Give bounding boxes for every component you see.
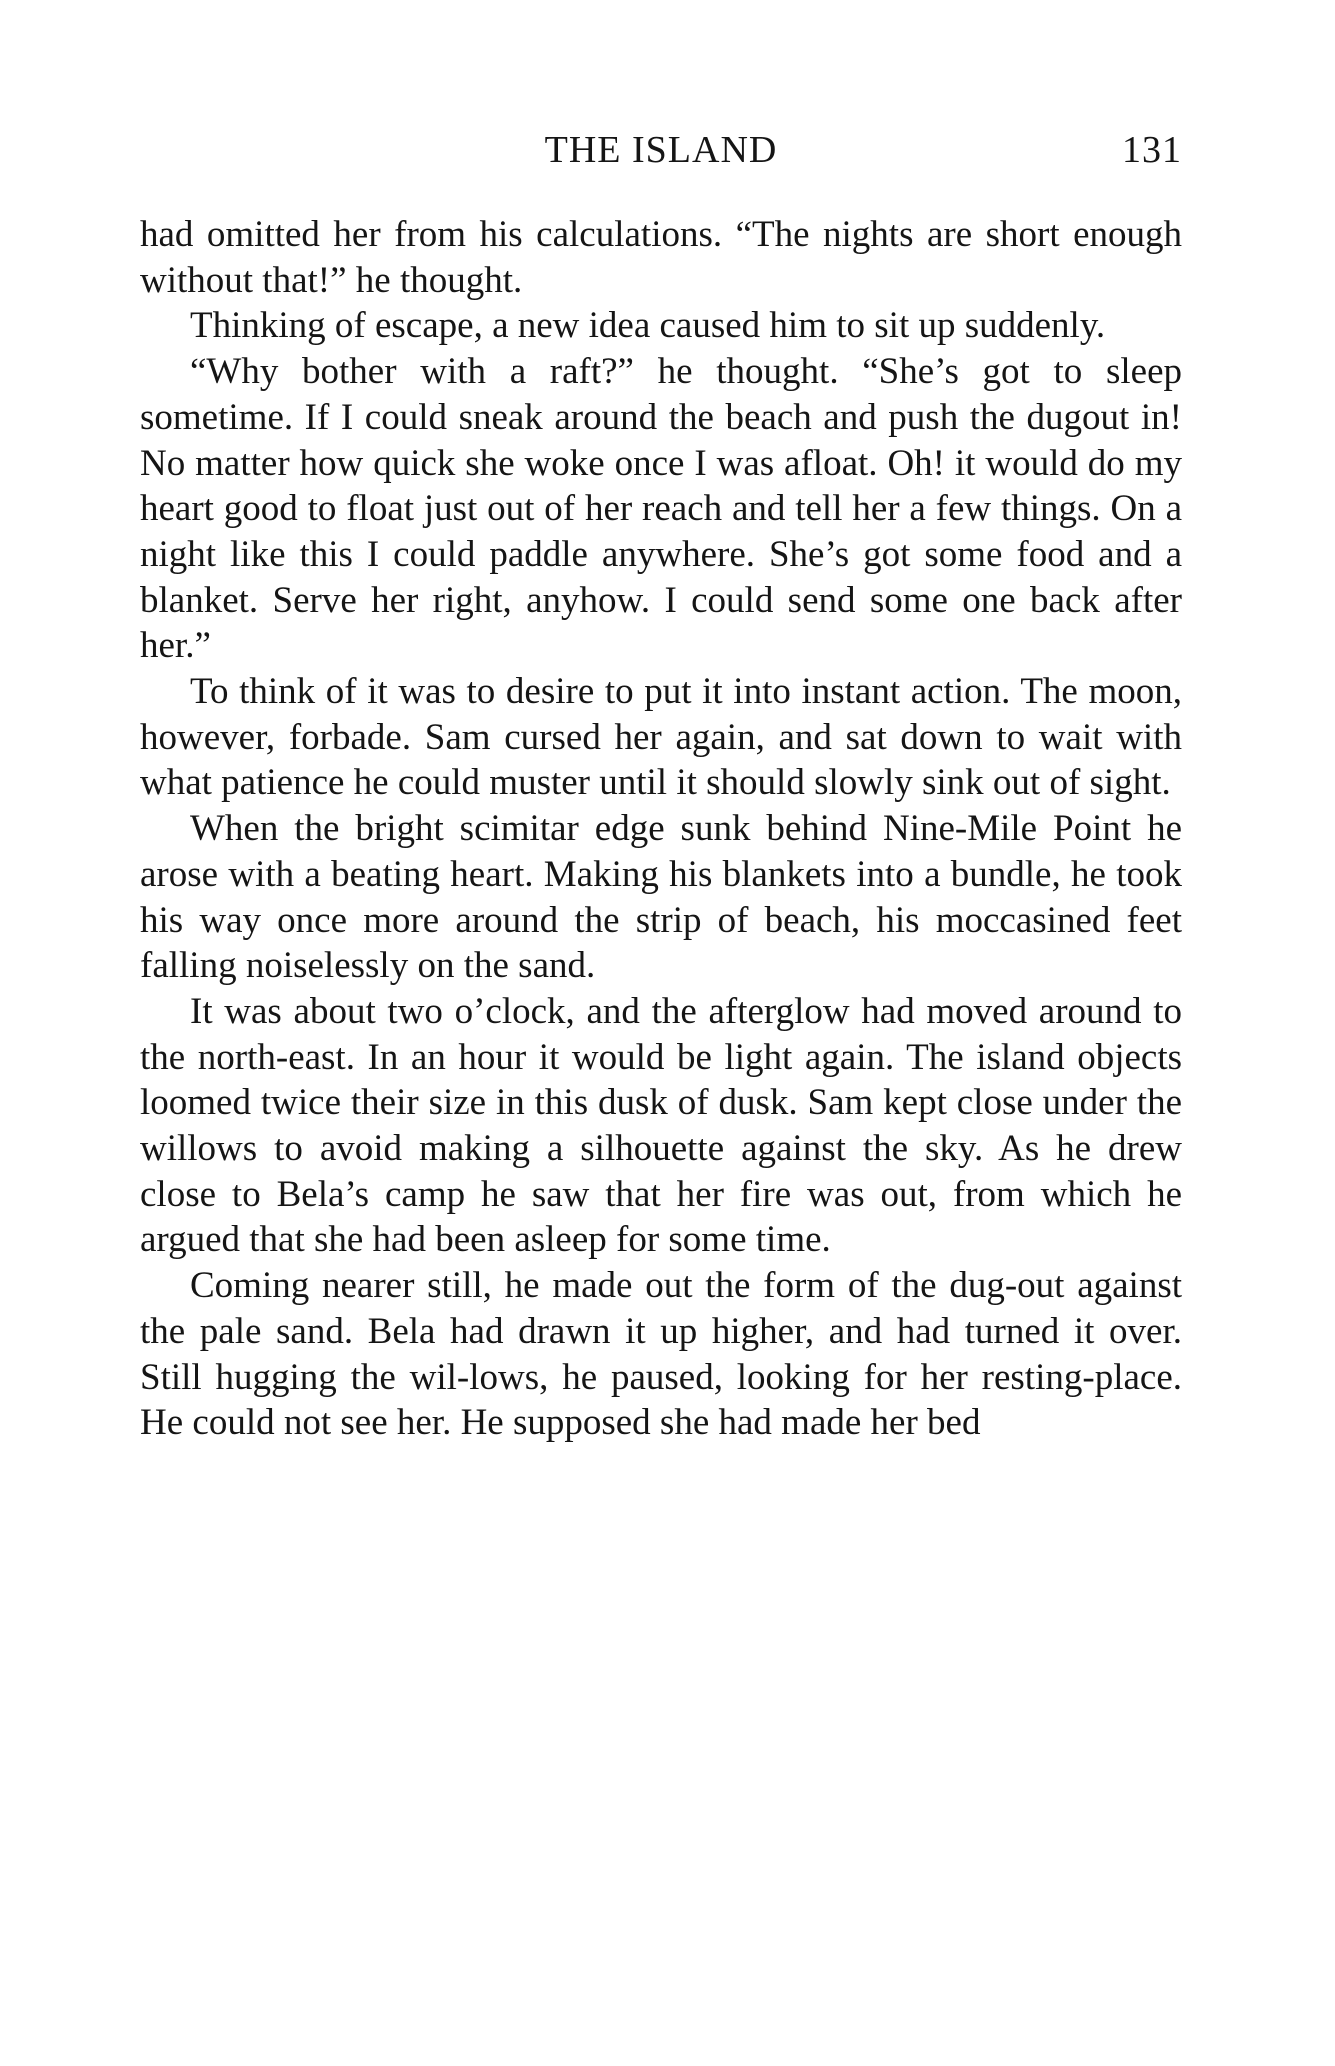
running-title: THE ISLAND xyxy=(544,129,778,171)
page-number: 131 xyxy=(1122,129,1182,171)
paragraph-7: Coming nearer still, he made out the form of the dug-out against the pale sand. Bela had drawn it up higher, and had turned it over. Still hugging the wil-lows, he paused, looking for her resting-place. He could not see her. He supposed she had made her bed xyxy=(140,1265,1182,1444)
paragraph-5: When the bright scimitar edge sunk behind Nine-Mile Point he arose with a beating heart. Making his blankets into a bundle, he took his way once more around the strip of beach, his moccasined feet falling noiselessly on the sand. xyxy=(140,808,1182,987)
page-header xyxy=(140,128,1182,178)
paragraph-3: “Why bother with a raft?” he thought. “She’s got to sleep sometime. If I could sneak around the beach and push the dugout in! No matter how quick she woke once I was afloat. Oh! it would do my heart good to float just out of her reach and tell her a few things. On a night like this I could paddle anywhere. She’s got some food and a blanket. Serve her right, anyhow. I could send some one back after her.” xyxy=(140,351,1182,667)
paragraph-1: had omitted her from his calculations. “The nights are short enough without that!” he thought. xyxy=(140,214,1182,301)
paragraph-4: To think of it was to desire to put it into instant action. The moon, however, forbade. Sam cursed her again, and sat down to wait with what patience he could muster until it should slowly sink out of sight. xyxy=(140,671,1182,804)
paragraph-6: It was about two o’clock, and the afterglow had moved around to the north-east. In an hour it would be light again. The island objects loomed twice their size in this dusk of dusk. Sam kept close under the willows to avoid making a silhouette against the sky. As he drew close to Bela’s camp he saw that her fire was out, from which he argued that she had been asleep for some time. xyxy=(140,990,1182,1261)
paragraph-2: Thinking of escape, a new idea caused him to sit up suddenly. xyxy=(190,305,1106,347)
body-text xyxy=(140,212,1182,1446)
